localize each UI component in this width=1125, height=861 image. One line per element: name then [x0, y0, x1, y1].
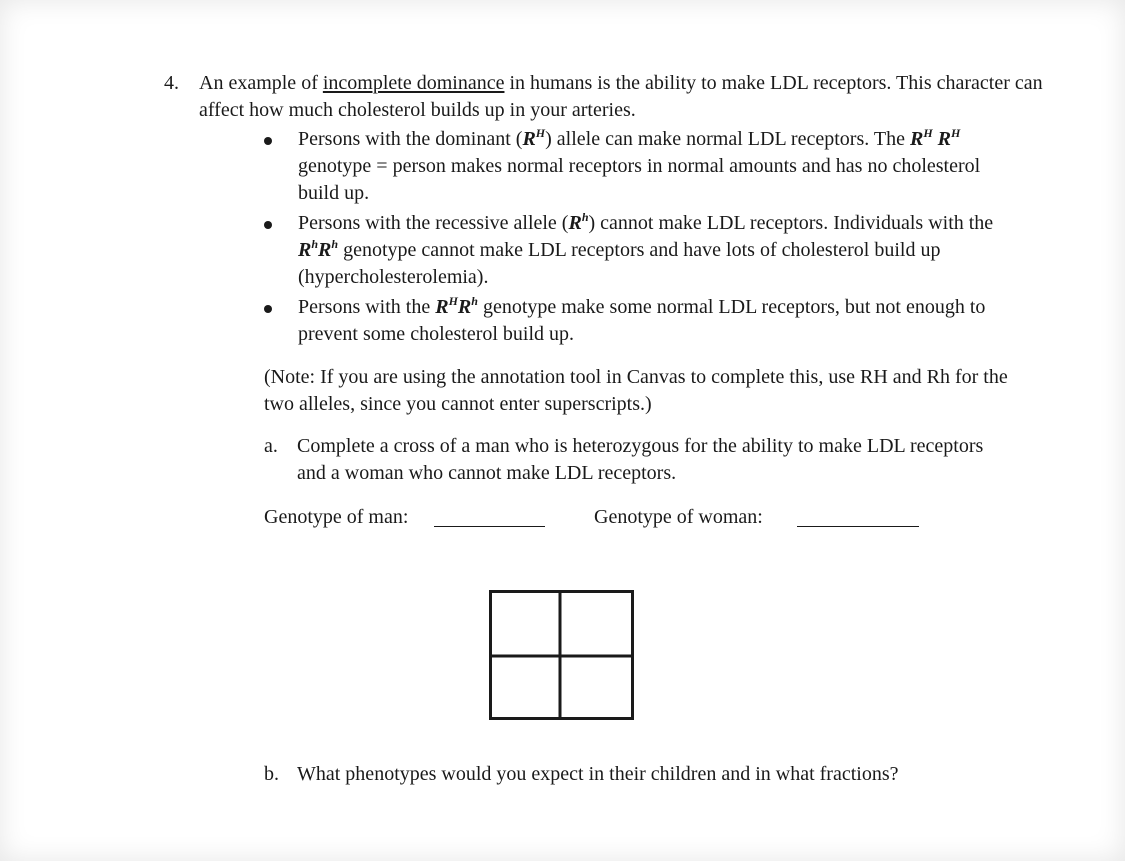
- question-number: 4.: [164, 72, 179, 94]
- genotype-homozygous-recessive: $R^hR^h$: [298, 237, 339, 261]
- intro-after: in humans is the ability to make LDL receptors. This character can affect how much cholesterol builds up in your arteries.: [199, 72, 1043, 121]
- punnett-cell[interactable]: [561, 592, 633, 656]
- allele-bullet-list: [262, 126, 1022, 351]
- question-intro: [199, 70, 1079, 124]
- bullet-text: ) allele can make normal LDL receptors. The: [545, 128, 910, 150]
- intro-before: An example of: [199, 72, 323, 94]
- bullet-text: genotype make some normal LDL receptors, but not enough to prevent some cholesterol build up.: [298, 296, 986, 345]
- bullet-dot-icon: [264, 305, 272, 313]
- punnett-cell[interactable]: [491, 592, 561, 656]
- bullet-text: Persons with the recessive allele (: [298, 212, 569, 234]
- allele-dominant: $R^H$: [522, 126, 546, 150]
- genotype-man-label: Genotype of man:: [264, 506, 409, 528]
- bullet-text: Persons with the dominant (: [298, 128, 523, 150]
- part-a-text: Complete a cross of a man who is heterozygous for the ability to make LDL receptors and a woman who cannot make LDL receptors.: [297, 435, 984, 484]
- genotype-homozygous-dominant: $R^H$ $R^H$: [909, 126, 961, 150]
- intro-term: incomplete dominance: [322, 72, 505, 94]
- canvas-note: (Note: If you are using the annotation tool in Canvas to complete this, use RH and Rh for the two alleles, since you cannot enter superscripts.): [264, 366, 1008, 415]
- punnett-square: [489, 590, 635, 721]
- bullet-dot-icon: [264, 221, 272, 229]
- part-b-text: What phenotypes would you expect in their children and in what fractions?: [297, 763, 899, 785]
- genotype-man-blank[interactable]: [434, 526, 545, 527]
- genotype-woman-label: Genotype of woman:: [594, 506, 763, 528]
- part-a-label: a.: [264, 435, 278, 457]
- genotype-woman-blank[interactable]: [797, 526, 919, 527]
- bullet-dot-icon: [264, 137, 272, 145]
- bullet-text: genotype = person makes normal receptors in normal amounts and has no cholesterol build up.: [298, 155, 981, 204]
- punnett-cell[interactable]: [561, 656, 633, 719]
- punnett-cell[interactable]: [491, 656, 561, 719]
- bullet-heterozygous: [262, 294, 1022, 348]
- bullet-text: Persons with the: [298, 296, 436, 318]
- bullet-dominant: [262, 126, 1022, 207]
- bullet-text: ) cannot make LDL receptors. Individuals with the: [588, 212, 994, 234]
- bullet-text: genotype cannot make LDL receptors and have lots of cholesterol build up (hypercholesterolemia).: [298, 239, 941, 288]
- genotype-heterozygous: $R^HR^h$: [435, 294, 478, 318]
- allele-recessive: $R^h$: [568, 210, 589, 234]
- part-b-label: b.: [264, 763, 279, 785]
- bullet-recessive: [262, 210, 1022, 291]
